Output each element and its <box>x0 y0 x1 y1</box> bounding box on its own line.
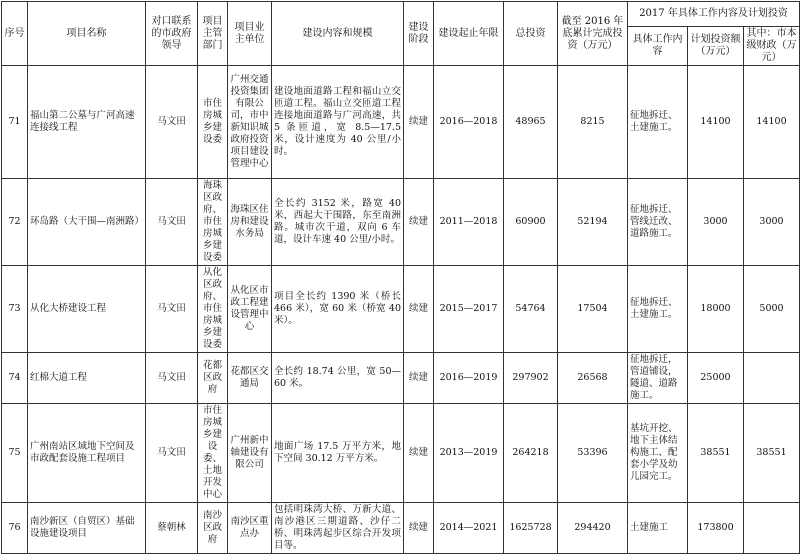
row-total: 1625728 <box>504 503 558 554</box>
row-period: 2013—2019 <box>434 404 504 503</box>
row-planned: 25000 <box>688 353 744 404</box>
row-dept: 市住房城乡建设委 <box>198 66 228 179</box>
row-no: 73 <box>2 266 28 353</box>
row-leader: 马文田 <box>146 179 198 266</box>
row-name: 环岛路（大干围—南洲路） <box>28 179 146 266</box>
row-cumulative: 294420 <box>558 503 628 554</box>
row-leader: 马文田 <box>146 66 198 179</box>
row-owner: 广州交通投资集团有限公司，市中新知识城政府投资项目建设管理中心 <box>228 66 272 179</box>
header-leader: 对口联系的市政府领导 <box>146 2 198 66</box>
row-no: 76 <box>2 503 28 554</box>
header-total: 总投资 <box>504 2 558 66</box>
row-work: 征地拆迁、土建施工。 <box>628 266 688 353</box>
table-row <box>2 266 800 353</box>
row-name: 红棉大道工程 <box>28 353 146 404</box>
table-row <box>2 404 800 503</box>
header-city-fund: 其中：市本级财政（万元） <box>744 27 800 66</box>
row-content: 建设地面道路工程和福山立交匝道工程。福山立交匝道工程连接地面道路与广河高速，共 5 条匝道，宽 8.5—17.5 米，设计速度为 40 公里/小时。 <box>272 66 404 179</box>
project-table <box>1 1 800 554</box>
row-total: 60900 <box>504 179 558 266</box>
header-owner: 项目业主单位 <box>228 2 272 66</box>
row-period: 2014—2021 <box>434 503 504 554</box>
row-city-fund: 38551 <box>744 404 800 503</box>
table-row <box>2 66 800 179</box>
header-stage: 建设阶段 <box>404 2 434 66</box>
row-total: 48965 <box>504 66 558 179</box>
row-dept: 海珠区政府、市住房城乡建设委 <box>198 179 228 266</box>
header-name: 项目名称 <box>28 2 146 66</box>
header-no: 序号 <box>2 2 28 66</box>
row-content: 地面广场 17.5 万平方米，地下空间 30.12 万平方米。 <box>272 404 404 503</box>
row-dept: 市住房城乡建设委、土地开发中心 <box>198 404 228 503</box>
row-content: 项目全长约 1390 米（桥长 466 米），宽 60 米（桥宽 40 米）。 <box>272 266 404 353</box>
row-leader: 马文田 <box>146 353 198 404</box>
row-total: 264218 <box>504 404 558 503</box>
row-planned: 18000 <box>688 266 744 353</box>
row-no: 75 <box>2 404 28 503</box>
row-work: 征地拆迁，管道铺设，隧道、道路施工。 <box>628 353 688 404</box>
row-no: 74 <box>2 353 28 404</box>
header-work: 具体工作内容 <box>628 27 688 66</box>
row-work: 征地拆迁、管线迁改、道路施工。 <box>628 179 688 266</box>
row-planned: 3000 <box>688 179 744 266</box>
row-stage: 续建 <box>404 179 434 266</box>
row-dept: 南沙区政府 <box>198 503 228 554</box>
row-no: 72 <box>2 179 28 266</box>
row-name: 南沙新区（自贸区）基础设施建设项目 <box>28 503 146 554</box>
row-work: 土建施工 <box>628 503 688 554</box>
row-work: 基坑开挖、地下主体结构施工、配套小学及幼儿园完工。 <box>628 404 688 503</box>
header-planned: 计划投资额（万元） <box>688 27 744 66</box>
row-owner: 广州新中轴建设有限公司 <box>228 404 272 503</box>
table-row <box>2 503 800 554</box>
row-name: 广州南站区域地下空间及市政配套设施工程项目 <box>28 404 146 503</box>
row-period: 2011—2018 <box>434 179 504 266</box>
row-owner: 南沙区重点办 <box>228 503 272 554</box>
row-content: 全长约 18.74 公里，宽 50—60 米。 <box>272 353 404 404</box>
row-cumulative: 8215 <box>558 66 628 179</box>
row-owner: 花都区交通局 <box>228 353 272 404</box>
row-city-fund: 3000 <box>744 179 800 266</box>
row-city-fund: 14100 <box>744 66 800 179</box>
row-no: 71 <box>2 66 28 179</box>
row-stage: 续建 <box>404 353 434 404</box>
row-cumulative: 53396 <box>558 404 628 503</box>
row-period: 2016—2019 <box>434 353 504 404</box>
header-cumulative: 截至 2016 年底累计完成投资（万元） <box>558 2 628 66</box>
row-content: 包括明珠湾大桥、万新大道、南沙港区三期道路、沙仔二桥、明珠湾起步区综合开发项目等。 <box>272 503 404 554</box>
row-cumulative: 26568 <box>558 353 628 404</box>
row-cumulative: 52194 <box>558 179 628 266</box>
table-row <box>2 179 800 266</box>
row-leader: 马文田 <box>146 266 198 353</box>
row-owner: 从化区市政工程建设管理中心 <box>228 266 272 353</box>
row-name: 从化大桥建设工程 <box>28 266 146 353</box>
row-dept: 从化区政府、市住房城乡建设委 <box>198 266 228 353</box>
row-stage: 续建 <box>404 404 434 503</box>
header-row-1 <box>2 2 800 27</box>
row-city-fund <box>744 503 800 554</box>
row-planned: 14100 <box>688 66 744 179</box>
row-name: 福山第二公墓与广河高速连接线工程 <box>28 66 146 179</box>
row-leader: 蔡朝林 <box>146 503 198 554</box>
row-planned: 173800 <box>688 503 744 554</box>
row-city-fund: 5000 <box>744 266 800 353</box>
header-plan2017: 2017 年具体工作内容及计划投资 <box>628 2 800 27</box>
header-dept: 项目主管部门 <box>198 2 228 66</box>
row-stage: 续建 <box>404 66 434 179</box>
row-work: 征地拆迁、土建施工。 <box>628 66 688 179</box>
row-leader: 马文田 <box>146 404 198 503</box>
row-city-fund <box>744 353 800 404</box>
header-period: 建设起止年限 <box>434 2 504 66</box>
row-period: 2016—2018 <box>434 66 504 179</box>
row-owner: 海珠区住房和建设水务局 <box>228 179 272 266</box>
row-period: 2015—2017 <box>434 266 504 353</box>
row-total: 297902 <box>504 353 558 404</box>
row-planned: 38551 <box>688 404 744 503</box>
row-content: 全长约 3152 米，路宽 40 米，西起大干围路，东至南洲路。城市次干道，双向 6 车道，设计车速 40 公里/小时。 <box>272 179 404 266</box>
row-stage: 续建 <box>404 503 434 554</box>
row-dept: 花都区政府 <box>198 353 228 404</box>
row-stage: 续建 <box>404 266 434 353</box>
row-total: 54764 <box>504 266 558 353</box>
header-content: 建设内容和规模 <box>272 2 404 66</box>
table-row <box>2 353 800 404</box>
row-cumulative: 17504 <box>558 266 628 353</box>
